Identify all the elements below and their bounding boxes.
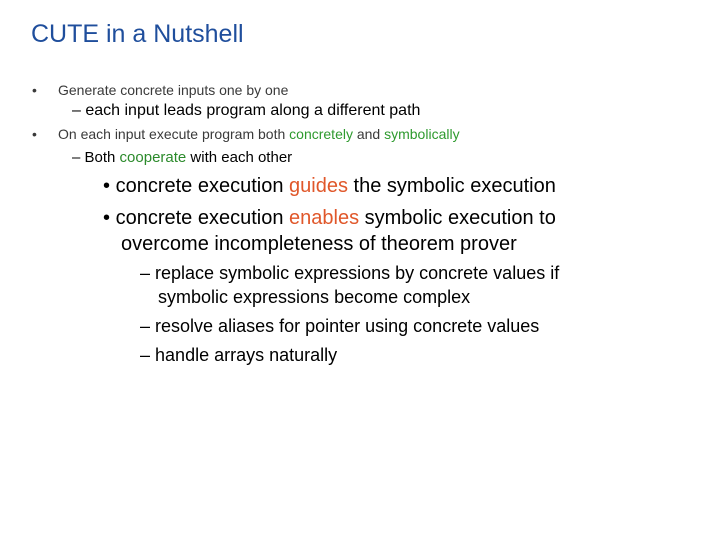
- sub-bullet-cooperate: [72, 149, 292, 166]
- point-guides: [103, 175, 556, 198]
- bullet-marker: •: [103, 175, 111, 197]
- bullet-execute-program: [32, 126, 460, 142]
- detail-text: resolve aliases for pointer using concrete values: [155, 316, 540, 336]
- detail-resolve-aliases: [140, 316, 539, 337]
- detail-handle-arrays: [140, 345, 337, 366]
- highlight-cooperate: cooperate: [119, 149, 187, 166]
- point-enables: [103, 207, 556, 230]
- dash-marker: –: [72, 149, 81, 166]
- text-part: symbolic execution to: [359, 207, 556, 229]
- bullet-text: Generate concrete inputs one by one: [58, 82, 289, 98]
- slide-title: CUTE in a Nutshell: [31, 20, 244, 48]
- sub-bullet-text: each input leads program along a different path: [85, 102, 421, 119]
- text-part: Both: [84, 149, 120, 166]
- detail-text: handle arrays naturally: [155, 345, 338, 365]
- dash-marker: –: [140, 316, 151, 336]
- bullet-marker: •: [32, 82, 37, 98]
- text-part: concrete execution: [115, 207, 290, 229]
- bullet-marker: •: [103, 207, 111, 229]
- highlight-concretely: concretely: [289, 126, 353, 142]
- detail-replace-continued: symbolic expressions become complex: [158, 287, 471, 307]
- bullet-generate-inputs: [32, 82, 289, 98]
- text-part: On each input execute program both: [58, 126, 290, 142]
- text-part: and: [352, 126, 385, 142]
- dash-marker: –: [140, 263, 151, 283]
- text-part: the symbolic execution: [347, 175, 556, 197]
- point-enables-continued: overcome incompleteness of theorem prover: [121, 233, 517, 255]
- text-part: concrete execution: [115, 175, 290, 197]
- sub-bullet-different-path: [72, 102, 420, 120]
- highlight-guides: guides: [289, 175, 348, 197]
- dash-marker: –: [140, 345, 151, 365]
- highlight-enables: enables: [289, 207, 360, 229]
- bullet-marker: •: [32, 126, 37, 142]
- detail-replace-expressions: [140, 263, 559, 284]
- highlight-symbolically: symbolically: [384, 126, 460, 142]
- detail-text: replace symbolic expressions by concrete values if: [155, 263, 560, 283]
- text-part: with each other: [186, 149, 293, 166]
- dash-marker: –: [72, 102, 81, 119]
